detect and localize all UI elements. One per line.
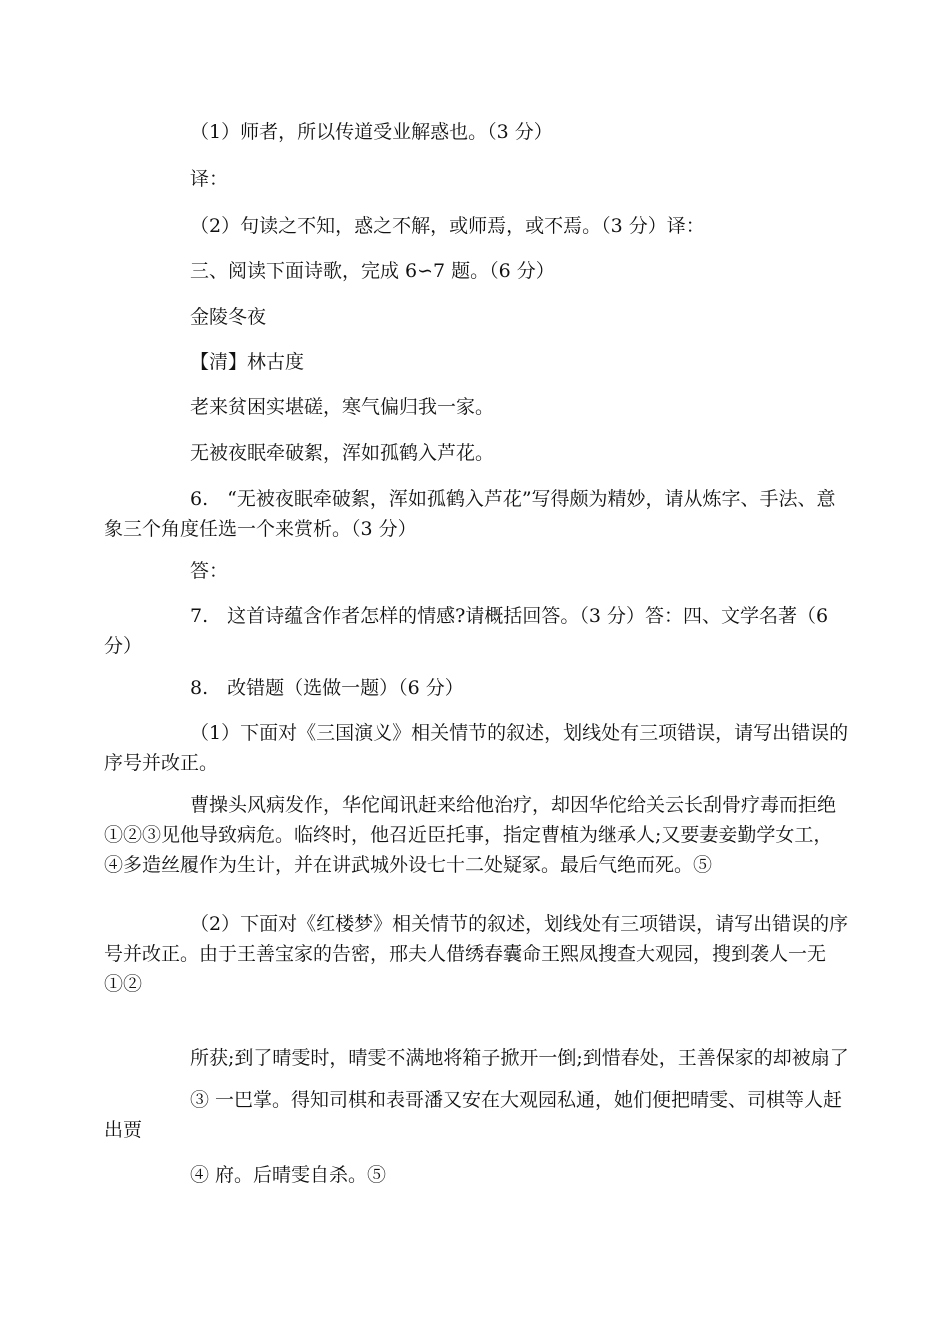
question-8-part-2-continued-2: ③ 一巴掌。得知司棋和表哥潘又安在大观园私通，她们便把晴雯、司棋等人赶出贾 [104, 1089, 843, 1141]
translation-label-1: 译： [190, 168, 229, 190]
question-8-part-2-continued-3: ④ 府。后晴雯自杀。⑤ [190, 1164, 387, 1186]
question-6: 6. “无被夜眠牵破絮，浑如孤鹤入芦花”写得颇为精妙，请从炼字、手法、意象三个角度任选一个来赏析。（3 分） [104, 488, 836, 540]
poem-author: 【清】林古度 [190, 351, 305, 373]
question-1: （1）师者，所以传道受业解惑也。（3 分） [190, 121, 553, 143]
question-8: 8. 改错题（选做一题）（6 分） [190, 677, 464, 699]
poem-line-2: 无被夜眠牵破絮，浑如孤鹤入芦花。 [190, 442, 495, 464]
answer-label-6: 答： [190, 560, 229, 582]
poem-line-1: 老来贫困实堪磋，寒气偏归我一家。 [190, 396, 495, 418]
question-8-part-2-continued-1: 所获;到了晴雯时，晴雯不满地将箱子掀开一倒;到惜春处，王善保家的却被扇了 [190, 1047, 849, 1069]
question-8-part-1-text: 曹操头风病发作，华佗闻讯赶来给他治疗，却因华佗给关云长刮骨疗毒而拒绝①②③见他导致病危。临终时，他召近臣托事，指定曹植为继承人;又要妻妾勤学女工，④多造丝履作为生计，并在讲武城外设七十二处疑冢。最后气绝而死。⑤ [104, 794, 837, 876]
question-8-part-2: （2）下面对《红楼梦》相关情节的叙述，划线处有三项错误，请写出错误的序号并改正。由于王善宝家的告密，邢夫人借绣春囊命王熙凤搜查大观园，搜到袭人一无①② [104, 913, 849, 995]
question-2: （2）句读之不知，惑之不解，或师焉，或不焉。（3 分）译： [190, 215, 705, 237]
section-3-heading: 三、阅读下面诗歌，完成 6∽7 题。（6 分） [190, 260, 555, 282]
poem-title: 金陵冬夜 [190, 306, 267, 328]
question-8-part-1: （1）下面对《三国演义》相关情节的叙述，划线处有三项错误，请写出错误的序号并改正。 [104, 722, 849, 774]
question-7: 7. 这首诗蕴含作者怎样的情感?请概括回答。（3 分）答：四、文学名著（6 分） [104, 605, 829, 657]
